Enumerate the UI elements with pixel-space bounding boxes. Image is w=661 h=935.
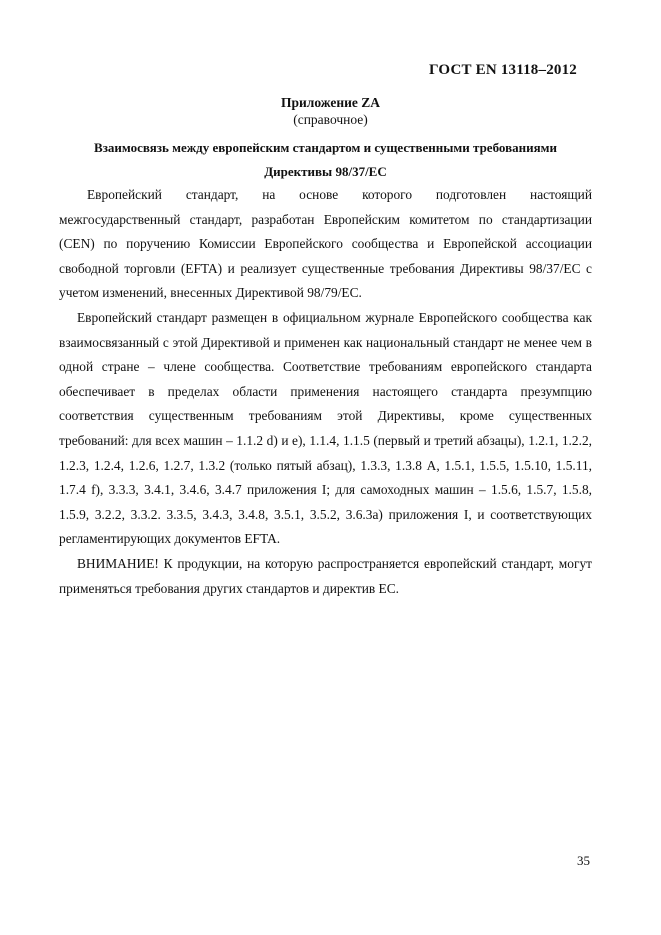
annex-title: Приложение ZA <box>280 95 381 110</box>
annex-subtitle: (справочное) <box>293 112 368 127</box>
paragraph-2: Европейский стандарт размещен в официальном журнале Европейского сообщества как взаимосвязанный с этой Директивой и применен как национальный стандарт не менее чем в одной стране – члене сообщества. Соответствие требованиям европейского стандарта обеспечивает в пределах области применения настоящего стандарта презумпцию соответствия существенным требованиям этой Директивы, кроме существенных требований: для всех машин – 1.1.2 d) и е), 1.1.4, 1.1.5 (первый и третий абзацы), 1.2.1, 1.2.2, 1.2.3, 1.2.4, 1.2.6, 1.2.7, 1.3.2 (только пятый абзац), 1.3.3, 1.3.8 A, 1.5.1, 1.5.5, 1.5.10, 1.5.11, 1.7.4 f), 3.3.3, 3.4.1, 3.4.6, 3.4.7 приложения I; для самоходных машин – 1.5.6, 1.5.7, 1.5.8, 1.5.9, 3.2.2, 3.3.2. 3.3.5, 3.4.3, 3.4.8, 3.5.1, 3.5.2, 3.6.3a) приложения I, и соответствующих регламентирующих документов EFTA. <box>59 309 592 547</box>
page-number: 35 <box>577 853 590 868</box>
body-text <box>59 183 592 601</box>
paragraph-3: ВНИМАНИЕ! К продукции, на которую распространяется европейский стандарт, могут применяться требования других стандартов и директив ЕС. <box>59 555 592 596</box>
document-code: ГОСТ EN 13118–2012 <box>429 62 577 78</box>
paragraph-1: Европейский стандарт, на основе которого подготовлен настоящий межгосударственный стандарт, разработан Европейским комитетом по стандартизации (CEN) по поручению Комиссии Европейского сообщества и Европейской ассоциации свободной торговли (EFTA) и реализует существенные требования Директивы 98/37/ЕС с учетом изменений, внесенных Директивой 98/79/ЕС. <box>59 187 592 301</box>
annex-heading: Взаимосвязь между европейским стандартом и существенными требованиями Директивы 98/37/ЕС <box>94 140 557 179</box>
